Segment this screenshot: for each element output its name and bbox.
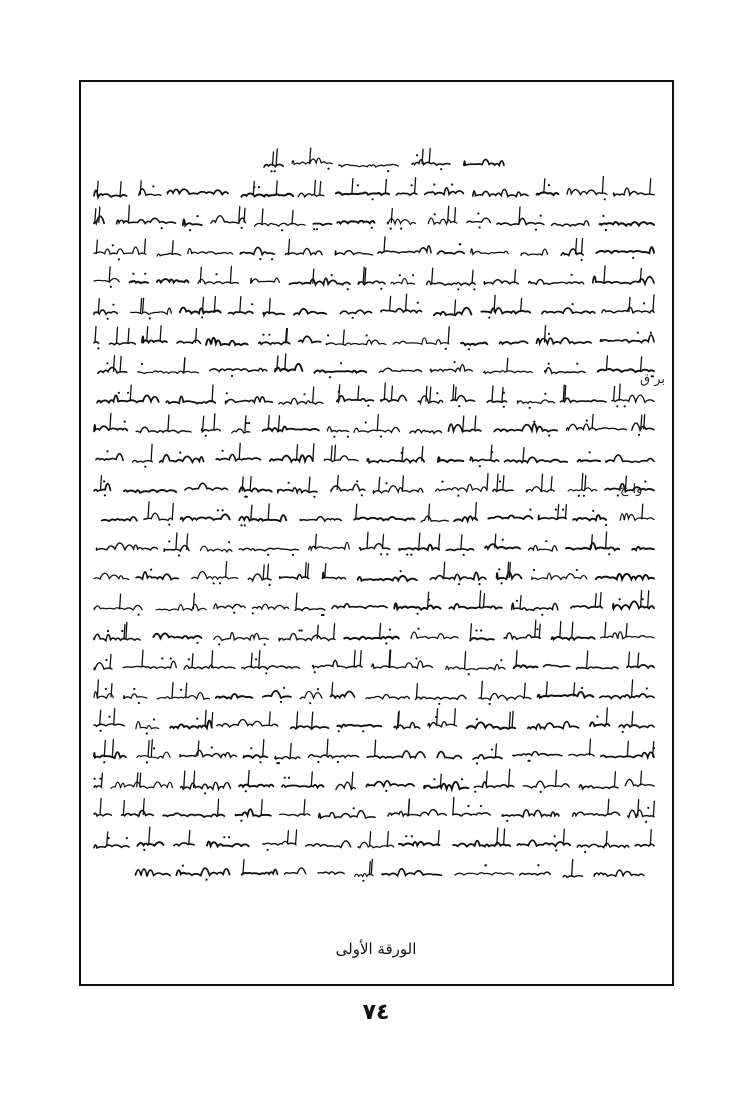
manuscript-line [84, 323, 664, 353]
manuscript-line [84, 678, 664, 708]
manuscript-line [84, 411, 664, 441]
manuscript-line [84, 382, 664, 412]
manuscript-line [84, 145, 664, 175]
manuscript-line [84, 796, 664, 826]
manuscript-line [84, 826, 664, 856]
manuscript-line [84, 855, 664, 885]
manuscript-line [84, 707, 664, 737]
page-number: ٧٤ [362, 1000, 390, 1025]
folio-caption: الورقة الأولى [335, 940, 417, 958]
manuscript-line [84, 234, 664, 264]
manuscript-line [84, 619, 664, 649]
manuscript-text-block [84, 130, 664, 890]
manuscript-line [84, 263, 664, 293]
manuscript-line [84, 530, 664, 560]
margin-note: بر ق [640, 372, 666, 387]
manuscript-line [84, 559, 664, 589]
manuscript-line [84, 767, 664, 797]
manuscript-line [84, 648, 664, 678]
manuscript-line [84, 471, 664, 501]
manuscript-line [84, 737, 664, 767]
manuscript-line [84, 204, 664, 234]
manuscript-line [84, 293, 664, 323]
manuscript-line [84, 441, 664, 471]
margin-note: وا ح [620, 482, 643, 497]
manuscript-line [84, 500, 664, 530]
manuscript-line [84, 175, 664, 205]
manuscript-line [84, 589, 664, 619]
manuscript-line [84, 352, 664, 382]
